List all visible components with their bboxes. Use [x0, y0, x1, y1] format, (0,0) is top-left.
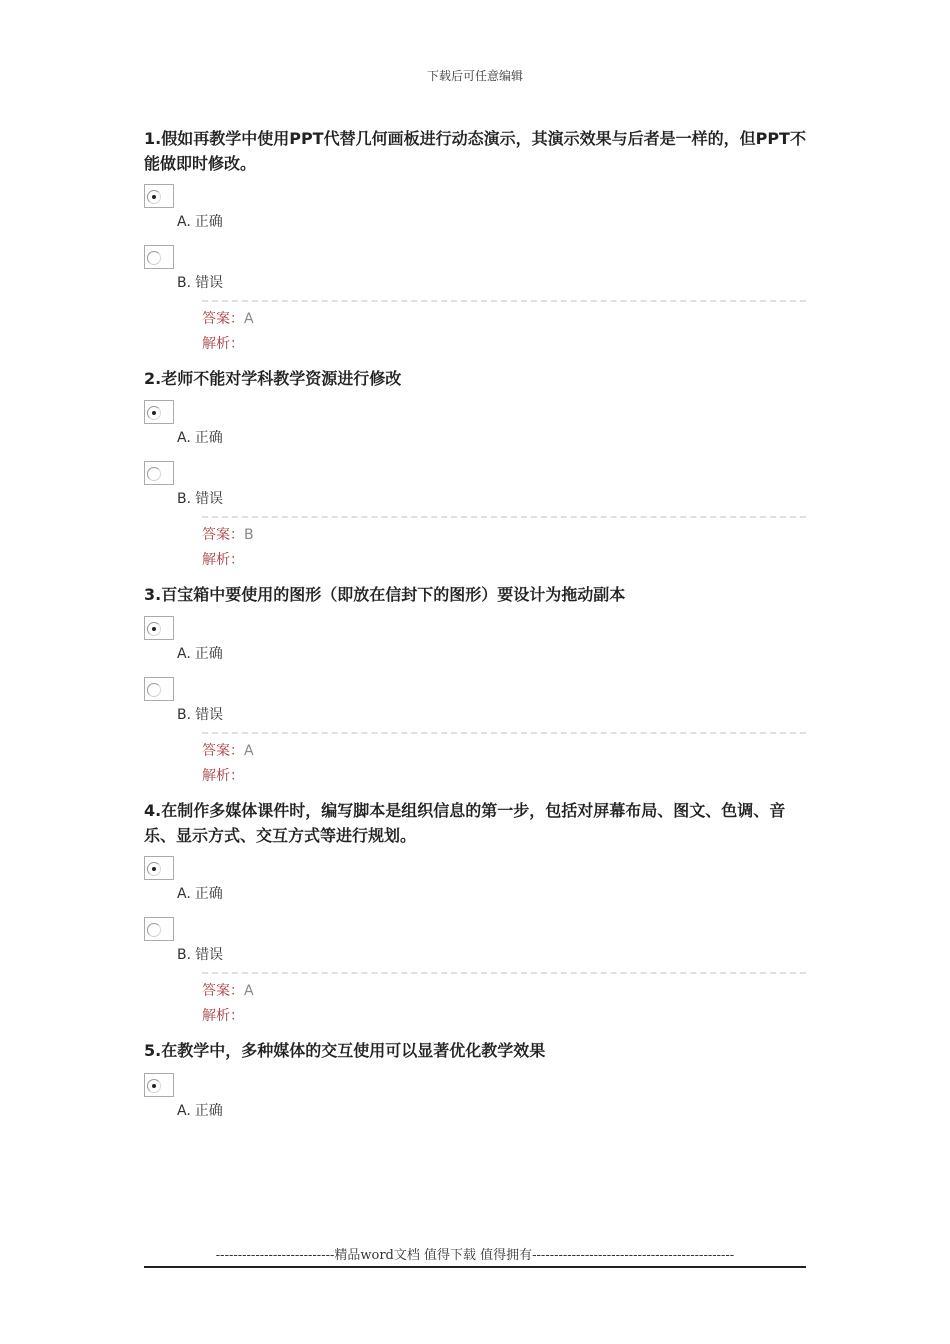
radio-box[interactable] [144, 245, 174, 269]
answer-line: 答案：A [202, 743, 254, 759]
option-label: B. 错误 [177, 491, 224, 507]
radio-checked-icon[interactable] [147, 190, 161, 204]
option-b[interactable] [144, 677, 806, 724]
radio-checked-icon[interactable] [147, 406, 161, 420]
radio-box[interactable] [144, 616, 174, 640]
question-title: 3.百宝箱中要使用的图形（即放在信封下的图形）要设计为拖动副本 [144, 585, 626, 604]
option-a[interactable] [144, 1073, 806, 1120]
analysis-line: 解析： [202, 768, 244, 784]
option-a[interactable] [144, 616, 806, 663]
answer-block [202, 972, 806, 1029]
option-a[interactable] [144, 856, 806, 903]
answer-block [202, 300, 806, 357]
question-1 [144, 126, 806, 357]
question-3 [144, 582, 806, 789]
option-label: A. 正确 [177, 1103, 223, 1119]
question-list [144, 126, 806, 1120]
radio-unchecked-icon[interactable] [147, 683, 161, 697]
page-footer: ---------------------------精品word文档 值得下载 值得拥有---------------------------------------------- [144, 1244, 806, 1268]
radio-box[interactable] [144, 400, 174, 424]
option-b[interactable] [144, 917, 806, 964]
radio-box[interactable] [144, 856, 174, 880]
option-label: A. 正确 [177, 214, 223, 230]
radio-box[interactable] [144, 917, 174, 941]
radio-checked-icon[interactable] [147, 862, 161, 876]
radio-checked-icon[interactable] [147, 622, 161, 636]
option-label: A. 正确 [177, 886, 223, 902]
question-5 [144, 1038, 806, 1120]
radio-box[interactable] [144, 184, 174, 208]
option-label: A. 正确 [177, 646, 223, 662]
question-title: 2.老师不能对学科教学资源进行修改 [144, 369, 402, 388]
option-label: A. 正确 [177, 430, 223, 446]
question-2 [144, 366, 806, 573]
radio-unchecked-icon[interactable] [147, 467, 161, 481]
radio-checked-icon[interactable] [147, 1079, 161, 1093]
option-label: B. 错误 [177, 947, 224, 963]
answer-block [202, 516, 806, 573]
radio-unchecked-icon[interactable] [147, 923, 161, 937]
analysis-line: 解析： [202, 552, 244, 568]
answer-line: 答案：A [202, 983, 254, 999]
question-title: 4.在制作多媒体课件时，编写脚本是组织信息的第一步，包括对屏幕布局、图文、色调、音乐、显示方式、交互方式等进行规划。 [144, 801, 786, 845]
radio-box[interactable] [144, 461, 174, 485]
answer-line: 答案：B [202, 527, 254, 543]
answer-block [202, 732, 806, 789]
question-title: 1.假如再教学中使用PPT代替几何画板进行动态演示，其演示效果与后者是一样的，但PPT不能做即时修改。 [144, 129, 806, 173]
question-title: 5.在教学中，多种媒体的交互使用可以显著优化教学效果 [144, 1041, 546, 1060]
option-label: B. 错误 [177, 707, 224, 723]
radio-box[interactable] [144, 1073, 174, 1097]
question-4 [144, 798, 806, 1029]
option-a[interactable] [144, 400, 806, 447]
page-header: 下载后可任意编辑 [426, 69, 523, 83]
option-b[interactable] [144, 245, 806, 292]
analysis-line: 解析： [202, 1008, 244, 1024]
radio-box[interactable] [144, 677, 174, 701]
answer-line: 答案：A [202, 311, 254, 327]
analysis-line: 解析： [202, 336, 244, 352]
option-a[interactable] [144, 184, 806, 231]
option-b[interactable] [144, 461, 806, 508]
radio-unchecked-icon[interactable] [147, 251, 161, 265]
option-label: B. 错误 [177, 275, 224, 291]
